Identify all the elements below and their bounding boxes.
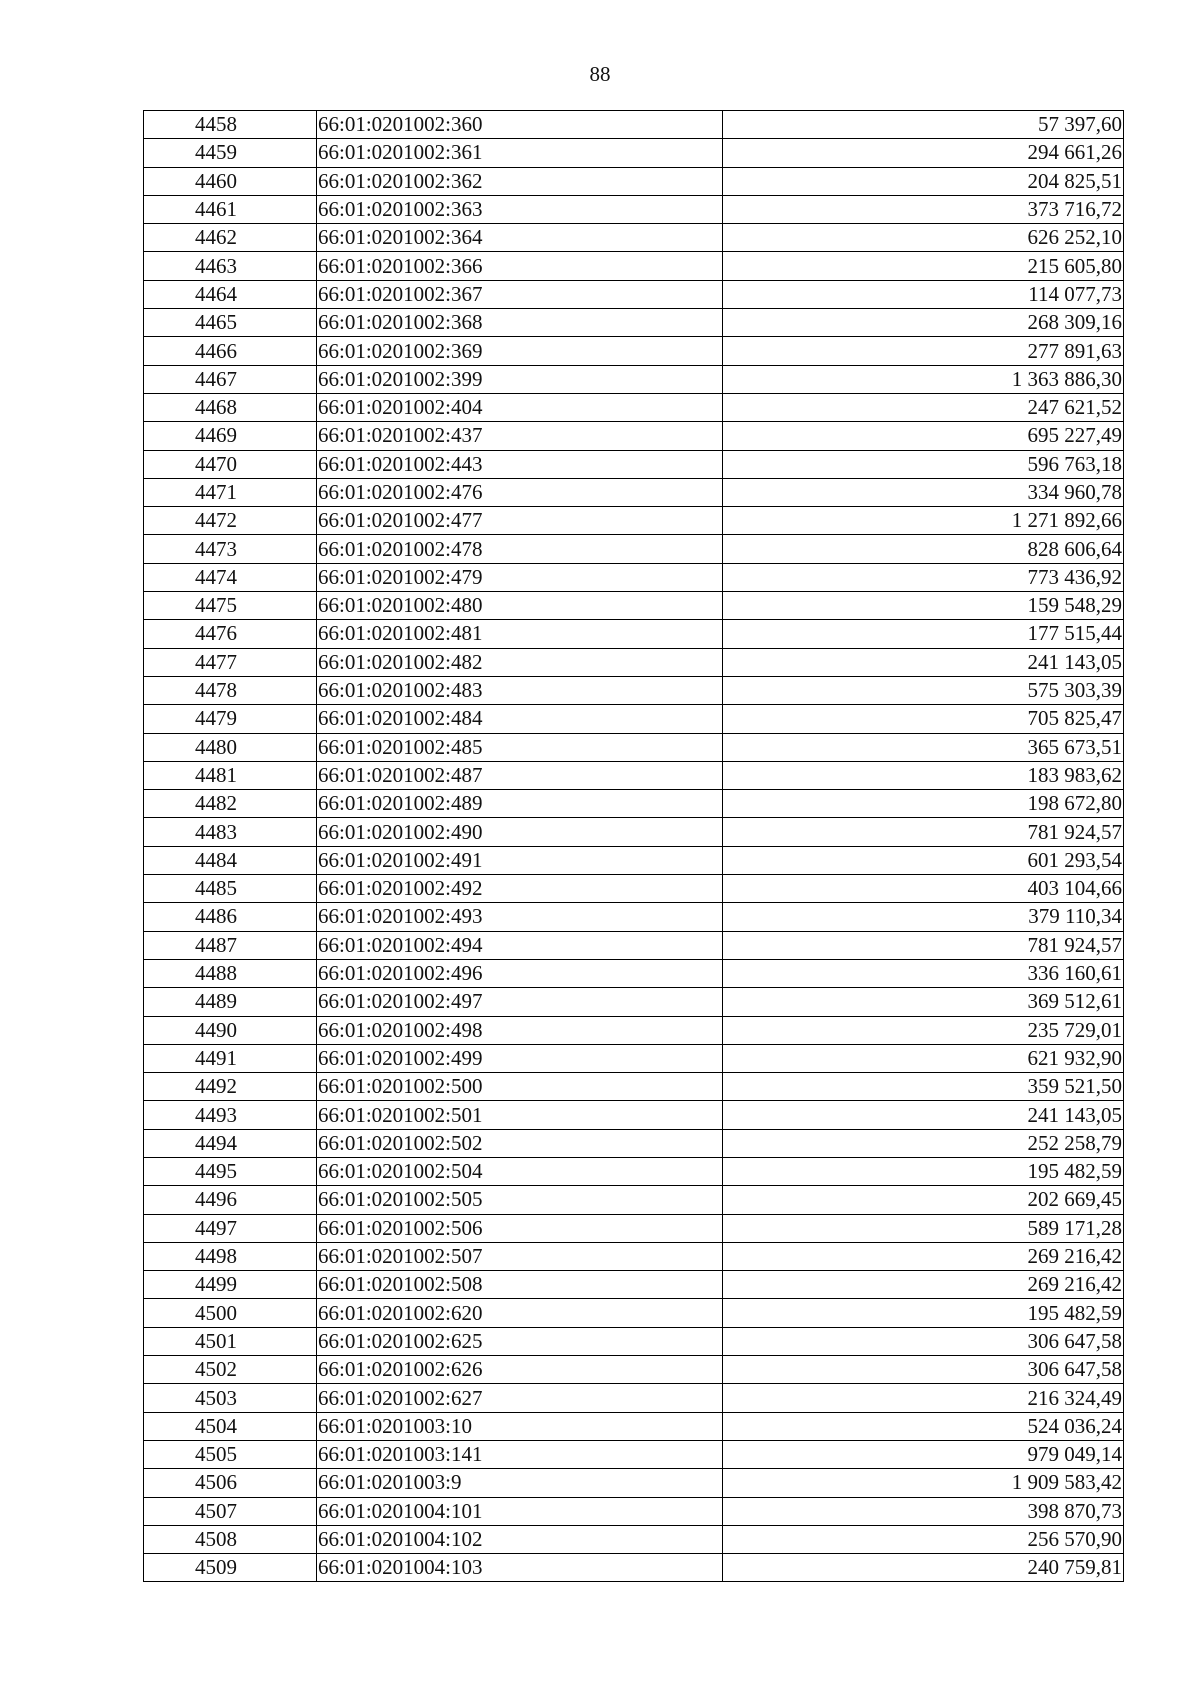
table-row [144, 1384, 1124, 1412]
table-row [144, 450, 1124, 478]
cadastral-number-cell: 66:01:0201002:491 [317, 846, 723, 874]
cadastral-value-cell: 601 293,54 [723, 846, 1124, 874]
cadastral-value-cell: 235 729,01 [723, 1016, 1124, 1044]
table-row [144, 422, 1124, 450]
row-number-cell: 4458 [144, 111, 317, 139]
cadastral-value-cell: 575 303,39 [723, 676, 1124, 704]
cadastral-number-cell: 66:01:0201002:481 [317, 620, 723, 648]
cadastral-value-cell: 247 621,52 [723, 393, 1124, 421]
cadastral-value-cell: 252 258,79 [723, 1129, 1124, 1157]
cadastral-value-cell: 365 673,51 [723, 733, 1124, 761]
cadastral-value-table [143, 110, 1124, 1582]
row-number-cell: 4507 [144, 1497, 317, 1525]
cadastral-value-cell: 159 548,29 [723, 592, 1124, 620]
table-row [144, 931, 1124, 959]
table-row [144, 309, 1124, 337]
table-row [144, 790, 1124, 818]
cadastral-value-cell: 256 570,90 [723, 1525, 1124, 1553]
cadastral-value-cell: 705 825,47 [723, 705, 1124, 733]
table-row [144, 1129, 1124, 1157]
cadastral-value-cell: 269 216,42 [723, 1271, 1124, 1299]
data-table-container [143, 110, 1123, 1582]
table-row [144, 1044, 1124, 1072]
row-number-cell: 4473 [144, 535, 317, 563]
table-row [144, 988, 1124, 1016]
table-row [144, 1242, 1124, 1270]
cadastral-number-cell: 66:01:0201002:500 [317, 1073, 723, 1101]
row-number-cell: 4469 [144, 422, 317, 450]
cadastral-number-cell: 66:01:0201002:499 [317, 1044, 723, 1072]
cadastral-value-cell: 216 324,49 [723, 1384, 1124, 1412]
table-row [144, 195, 1124, 223]
row-number-cell: 4494 [144, 1129, 317, 1157]
cadastral-number-cell: 66:01:0201002:490 [317, 818, 723, 846]
cadastral-number-cell: 66:01:0201002:482 [317, 648, 723, 676]
cadastral-number-cell: 66:01:0201002:362 [317, 167, 723, 195]
cadastral-value-cell: 306 647,58 [723, 1356, 1124, 1384]
cadastral-value-cell: 359 521,50 [723, 1073, 1124, 1101]
row-number-cell: 4500 [144, 1299, 317, 1327]
cadastral-value-cell: 334 960,78 [723, 478, 1124, 506]
row-number-cell: 4479 [144, 705, 317, 733]
table-row [144, 1356, 1124, 1384]
cadastral-value-cell: 773 436,92 [723, 563, 1124, 591]
table-row [144, 705, 1124, 733]
table-row [144, 139, 1124, 167]
cadastral-value-cell: 294 661,26 [723, 139, 1124, 167]
cadastral-value-cell: 979 049,14 [723, 1440, 1124, 1468]
row-number-cell: 4467 [144, 365, 317, 393]
table-row [144, 224, 1124, 252]
row-number-cell: 4459 [144, 139, 317, 167]
table-body [144, 111, 1124, 1582]
cadastral-number-cell: 66:01:0201002:483 [317, 676, 723, 704]
cadastral-number-cell: 66:01:0201002:484 [317, 705, 723, 733]
table-row [144, 875, 1124, 903]
cadastral-value-cell: 781 924,57 [723, 931, 1124, 959]
cadastral-number-cell: 66:01:0201002:361 [317, 139, 723, 167]
cadastral-value-cell: 379 110,34 [723, 903, 1124, 931]
cadastral-number-cell: 66:01:0201002:478 [317, 535, 723, 563]
row-number-cell: 4484 [144, 846, 317, 874]
cadastral-value-cell: 828 606,64 [723, 535, 1124, 563]
table-row [144, 1299, 1124, 1327]
cadastral-value-cell: 306 647,58 [723, 1327, 1124, 1355]
cadastral-number-cell: 66:01:0201002:487 [317, 761, 723, 789]
table-row [144, 592, 1124, 620]
row-number-cell: 4498 [144, 1242, 317, 1270]
row-number-cell: 4509 [144, 1554, 317, 1582]
cadastral-number-cell: 66:01:0201002:492 [317, 875, 723, 903]
cadastral-number-cell: 66:01:0201002:497 [317, 988, 723, 1016]
cadastral-number-cell: 66:01:0201002:476 [317, 478, 723, 506]
cadastral-value-cell: 57 397,60 [723, 111, 1124, 139]
cadastral-number-cell: 66:01:0201002:485 [317, 733, 723, 761]
table-row [144, 676, 1124, 704]
cadastral-number-cell: 66:01:0201002:502 [317, 1129, 723, 1157]
cadastral-number-cell: 66:01:0201004:101 [317, 1497, 723, 1525]
table-row [144, 535, 1124, 563]
row-number-cell: 4468 [144, 393, 317, 421]
cadastral-number-cell: 66:01:0201002:366 [317, 252, 723, 280]
cadastral-number-cell: 66:01:0201003:10 [317, 1412, 723, 1440]
cadastral-value-cell: 1 363 886,30 [723, 365, 1124, 393]
cadastral-number-cell: 66:01:0201002:364 [317, 224, 723, 252]
row-number-cell: 4466 [144, 337, 317, 365]
cadastral-number-cell: 66:01:0201002:620 [317, 1299, 723, 1327]
row-number-cell: 4483 [144, 818, 317, 846]
cadastral-value-cell: 114 077,73 [723, 280, 1124, 308]
row-number-cell: 4493 [144, 1101, 317, 1129]
row-number-cell: 4470 [144, 450, 317, 478]
table-row [144, 903, 1124, 931]
cadastral-value-cell: 373 716,72 [723, 195, 1124, 223]
table-row [144, 1554, 1124, 1582]
table-row [144, 1412, 1124, 1440]
cadastral-value-cell: 177 515,44 [723, 620, 1124, 648]
cadastral-number-cell: 66:01:0201002:506 [317, 1214, 723, 1242]
row-number-cell: 4480 [144, 733, 317, 761]
table-row [144, 1101, 1124, 1129]
cadastral-number-cell: 66:01:0201002:507 [317, 1242, 723, 1270]
table-row [144, 1271, 1124, 1299]
cadastral-number-cell: 66:01:0201002:508 [317, 1271, 723, 1299]
row-number-cell: 4503 [144, 1384, 317, 1412]
cadastral-number-cell: 66:01:0201002:437 [317, 422, 723, 450]
cadastral-value-cell: 277 891,63 [723, 337, 1124, 365]
cadastral-value-cell: 198 672,80 [723, 790, 1124, 818]
row-number-cell: 4481 [144, 761, 317, 789]
cadastral-value-cell: 202 669,45 [723, 1186, 1124, 1214]
cadastral-value-cell: 204 825,51 [723, 167, 1124, 195]
cadastral-number-cell: 66:01:0201004:103 [317, 1554, 723, 1582]
cadastral-value-cell: 626 252,10 [723, 224, 1124, 252]
cadastral-number-cell: 66:01:0201002:504 [317, 1157, 723, 1185]
cadastral-number-cell: 66:01:0201002:367 [317, 280, 723, 308]
table-row [144, 111, 1124, 139]
row-number-cell: 4497 [144, 1214, 317, 1242]
cadastral-value-cell: 524 036,24 [723, 1412, 1124, 1440]
cadastral-number-cell: 66:01:0201002:493 [317, 903, 723, 931]
row-number-cell: 4471 [144, 478, 317, 506]
row-number-cell: 4506 [144, 1469, 317, 1497]
table-row [144, 818, 1124, 846]
cadastral-value-cell: 589 171,28 [723, 1214, 1124, 1242]
table-row [144, 252, 1124, 280]
row-number-cell: 4476 [144, 620, 317, 648]
table-row [144, 393, 1124, 421]
cadastral-value-cell: 403 104,66 [723, 875, 1124, 903]
table-row [144, 1497, 1124, 1525]
row-number-cell: 4489 [144, 988, 317, 1016]
table-row [144, 1214, 1124, 1242]
cadastral-value-cell: 398 870,73 [723, 1497, 1124, 1525]
cadastral-number-cell: 66:01:0201002:477 [317, 507, 723, 535]
cadastral-number-cell: 66:01:0201002:496 [317, 959, 723, 987]
row-number-cell: 4475 [144, 592, 317, 620]
cadastral-number-cell: 66:01:0201002:625 [317, 1327, 723, 1355]
cadastral-number-cell: 66:01:0201002:505 [317, 1186, 723, 1214]
cadastral-value-cell: 269 216,42 [723, 1242, 1124, 1270]
cadastral-value-cell: 215 605,80 [723, 252, 1124, 280]
table-row [144, 761, 1124, 789]
row-number-cell: 4487 [144, 931, 317, 959]
table-row [144, 1525, 1124, 1553]
cadastral-number-cell: 66:01:0201002:479 [317, 563, 723, 591]
table-row [144, 620, 1124, 648]
table-row [144, 1186, 1124, 1214]
row-number-cell: 4505 [144, 1440, 317, 1468]
cadastral-number-cell: 66:01:0201002:360 [317, 111, 723, 139]
row-number-cell: 4472 [144, 507, 317, 535]
table-row [144, 733, 1124, 761]
row-number-cell: 4486 [144, 903, 317, 931]
table-row [144, 507, 1124, 535]
cadastral-value-cell: 621 932,90 [723, 1044, 1124, 1072]
row-number-cell: 4499 [144, 1271, 317, 1299]
table-row [144, 563, 1124, 591]
cadastral-value-cell: 241 143,05 [723, 648, 1124, 676]
cadastral-number-cell: 66:01:0201002:489 [317, 790, 723, 818]
row-number-cell: 4462 [144, 224, 317, 252]
table-row [144, 280, 1124, 308]
cadastral-value-cell: 695 227,49 [723, 422, 1124, 450]
cadastral-value-cell: 1 909 583,42 [723, 1469, 1124, 1497]
row-number-cell: 4485 [144, 875, 317, 903]
cadastral-number-cell: 66:01:0201002:369 [317, 337, 723, 365]
row-number-cell: 4478 [144, 676, 317, 704]
cadastral-value-cell: 268 309,16 [723, 309, 1124, 337]
row-number-cell: 4465 [144, 309, 317, 337]
table-row [144, 337, 1124, 365]
cadastral-number-cell: 66:01:0201002:627 [317, 1384, 723, 1412]
cadastral-value-cell: 781 924,57 [723, 818, 1124, 846]
table-row [144, 167, 1124, 195]
row-number-cell: 4491 [144, 1044, 317, 1072]
cadastral-value-cell: 596 763,18 [723, 450, 1124, 478]
row-number-cell: 4501 [144, 1327, 317, 1355]
row-number-cell: 4477 [144, 648, 317, 676]
row-number-cell: 4482 [144, 790, 317, 818]
table-row [144, 1440, 1124, 1468]
table-row [144, 959, 1124, 987]
row-number-cell: 4495 [144, 1157, 317, 1185]
cadastral-number-cell: 66:01:0201002:368 [317, 309, 723, 337]
cadastral-number-cell: 66:01:0201002:399 [317, 365, 723, 393]
table-row [144, 1327, 1124, 1355]
cadastral-value-cell: 336 160,61 [723, 959, 1124, 987]
cadastral-value-cell: 1 271 892,66 [723, 507, 1124, 535]
cadastral-value-cell: 369 512,61 [723, 988, 1124, 1016]
table-row [144, 1073, 1124, 1101]
cadastral-value-cell: 240 759,81 [723, 1554, 1124, 1582]
row-number-cell: 4502 [144, 1356, 317, 1384]
row-number-cell: 4490 [144, 1016, 317, 1044]
row-number-cell: 4508 [144, 1525, 317, 1553]
row-number-cell: 4463 [144, 252, 317, 280]
cadastral-value-cell: 183 983,62 [723, 761, 1124, 789]
cadastral-number-cell: 66:01:0201002:501 [317, 1101, 723, 1129]
cadastral-number-cell: 66:01:0201002:404 [317, 393, 723, 421]
cadastral-number-cell: 66:01:0201002:443 [317, 450, 723, 478]
table-row [144, 365, 1124, 393]
table-row [144, 478, 1124, 506]
table-row [144, 846, 1124, 874]
row-number-cell: 4492 [144, 1073, 317, 1101]
row-number-cell: 4504 [144, 1412, 317, 1440]
cadastral-number-cell: 66:01:0201003:9 [317, 1469, 723, 1497]
cadastral-value-cell: 195 482,59 [723, 1157, 1124, 1185]
cadastral-number-cell: 66:01:0201002:498 [317, 1016, 723, 1044]
table-row [144, 1157, 1124, 1185]
row-number-cell: 4474 [144, 563, 317, 591]
row-number-cell: 4461 [144, 195, 317, 223]
row-number-cell: 4464 [144, 280, 317, 308]
cadastral-value-cell: 241 143,05 [723, 1101, 1124, 1129]
row-number-cell: 4488 [144, 959, 317, 987]
table-row [144, 1469, 1124, 1497]
cadastral-number-cell: 66:01:0201002:363 [317, 195, 723, 223]
page-number: 88 [589, 62, 611, 86]
cadastral-number-cell: 66:01:0201002:626 [317, 1356, 723, 1384]
row-number-cell: 4496 [144, 1186, 317, 1214]
table-row [144, 648, 1124, 676]
table-row [144, 1016, 1124, 1044]
cadastral-number-cell: 66:01:0201004:102 [317, 1525, 723, 1553]
cadastral-number-cell: 66:01:0201003:141 [317, 1440, 723, 1468]
cadastral-number-cell: 66:01:0201002:494 [317, 931, 723, 959]
row-number-cell: 4460 [144, 167, 317, 195]
cadastral-value-cell: 195 482,59 [723, 1299, 1124, 1327]
cadastral-number-cell: 66:01:0201002:480 [317, 592, 723, 620]
